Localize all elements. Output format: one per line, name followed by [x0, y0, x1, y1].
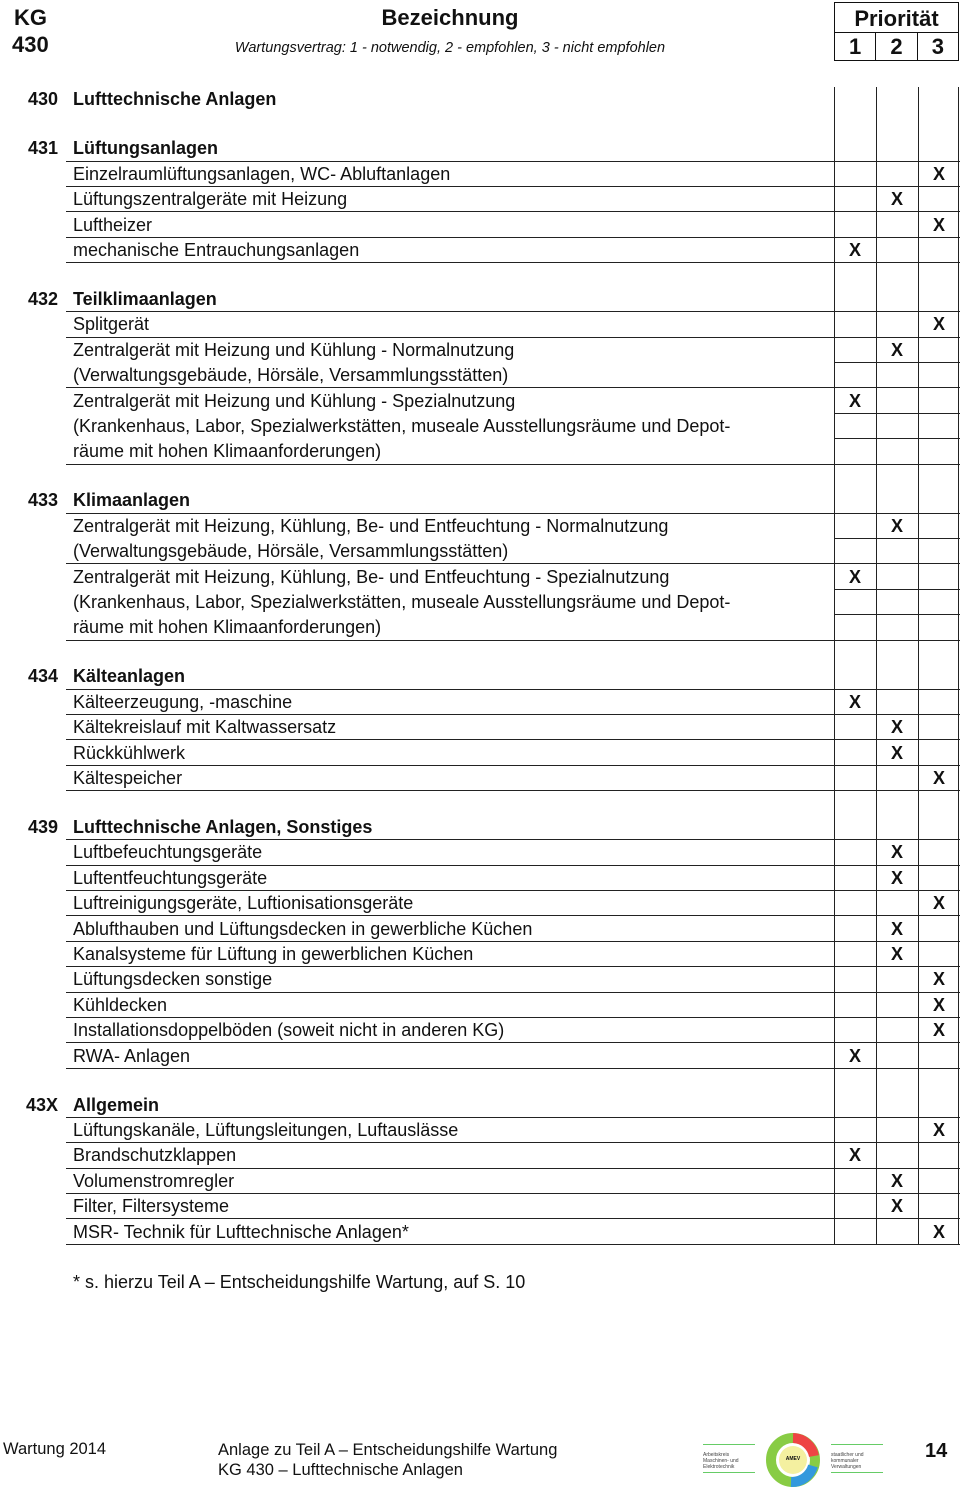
priority-3-cell — [918, 565, 960, 590]
table-row — [0, 213, 960, 238]
section-heading-row — [0, 664, 960, 689]
table-row — [0, 917, 960, 942]
priority-3-cell — [918, 1118, 960, 1143]
table-row — [0, 389, 960, 414]
priority-1-cell — [834, 187, 876, 212]
kg-label: KG — [14, 5, 47, 30]
priority-3-cell — [918, 615, 960, 640]
footer-center — [218, 1440, 557, 1480]
priority-3-cell — [918, 967, 960, 992]
item-label: Zentralgerät mit Heizung und Kühlung - Spezialnutzung — [73, 390, 516, 411]
priority-3-cell — [918, 1143, 960, 1168]
table-row — [0, 1169, 960, 1194]
priority-header — [834, 2, 959, 61]
section-title: Teilklimaanlagen — [73, 288, 217, 309]
item-label: räume mit hohen Klimaanforderungen) — [73, 441, 382, 462]
priority-mark: X — [932, 314, 945, 335]
priority-2-cell — [876, 514, 918, 539]
priority-2-cell — [876, 1169, 918, 1194]
priority-1-cell — [834, 439, 876, 464]
priority-1-cell — [834, 766, 876, 791]
priority-1-cell — [834, 917, 876, 942]
priority-1-cell — [834, 1044, 876, 1069]
item-label: mechanische Entrauchungsanlagen — [73, 239, 360, 260]
priority-mark: X — [890, 515, 903, 536]
priority-mark: X — [932, 994, 945, 1015]
priority-mark: X — [932, 969, 945, 990]
table-row — [0, 590, 960, 615]
priority-2-cell — [876, 840, 918, 865]
priority-3-cell — [918, 414, 960, 439]
priority-1-cell — [834, 1093, 876, 1118]
priority-3-cell — [918, 514, 960, 539]
section-code: 433 — [27, 490, 58, 511]
priority-2-cell — [876, 565, 918, 590]
priority-3-cell — [918, 187, 960, 212]
priority-2-cell — [876, 741, 918, 766]
table-row — [0, 162, 960, 187]
priority-2-cell — [876, 312, 918, 337]
priority-3-cell — [918, 389, 960, 414]
priority-1-cell — [834, 1143, 876, 1168]
column-divider — [918, 87, 919, 1245]
priority-1-cell — [834, 488, 876, 513]
priority-1-cell — [834, 1118, 876, 1143]
table-row — [0, 338, 960, 363]
priority-mark: X — [932, 767, 945, 788]
priority-1-cell — [834, 590, 876, 615]
priority-2-cell — [876, 664, 918, 689]
priority-3-cell — [918, 815, 960, 840]
item-label: Kältespeicher — [73, 767, 183, 788]
priority-2-cell — [876, 766, 918, 791]
priority-mark: X — [932, 893, 945, 914]
item-label: Filter, Filtersysteme — [73, 1196, 230, 1217]
priority-mark: X — [890, 1170, 903, 1191]
priority-2-cell — [876, 1220, 918, 1245]
priority-2-cell — [876, 136, 918, 161]
priority-mark: X — [932, 1020, 945, 1041]
priority-mark: X — [932, 163, 945, 184]
table-row — [0, 439, 960, 464]
priority-3-cell — [918, 287, 960, 312]
priority-mark: X — [848, 566, 861, 587]
priority-2-cell — [876, 238, 918, 263]
priority-1-cell — [834, 993, 876, 1018]
spacer-row — [0, 113, 960, 137]
row-divider — [66, 1244, 834, 1245]
item-label: MSR- Technik für Lufttechnische Anlagen* — [73, 1221, 409, 1242]
priority-levels — [835, 32, 958, 61]
priority-level-3: 3 — [917, 33, 958, 61]
priority-1-cell — [834, 690, 876, 715]
priority-mark: X — [890, 918, 903, 939]
priority-level-2: 2 — [875, 33, 916, 61]
priority-3-cell — [918, 439, 960, 464]
priority-1-cell — [834, 565, 876, 590]
spacer-row — [0, 263, 960, 287]
item-label: Zentralgerät mit Heizung, Kühlung, Be- und Entfeuchtung - Normalnutzung — [73, 515, 669, 536]
item-label: Luftreinigungsgeräte, Luftionisationsgeräte — [73, 893, 414, 914]
page-number: 14 — [925, 1440, 948, 1462]
footer-center-line2: KG 430 – Lufttechnische Anlagen — [218, 1461, 463, 1479]
table-row — [0, 891, 960, 916]
section-heading-row — [0, 87, 960, 112]
priority-mark: X — [890, 842, 903, 863]
section-title: Lüftungsanlagen — [73, 138, 218, 159]
priority-2-cell — [876, 715, 918, 740]
table-row — [0, 967, 960, 992]
priority-3-cell — [918, 539, 960, 564]
priority-1-cell — [834, 741, 876, 766]
priority-1-cell — [834, 942, 876, 967]
footer-left: Wartung 2014 — [3, 1440, 107, 1458]
priority-1-cell — [834, 539, 876, 564]
priority-1-cell — [834, 664, 876, 689]
priority-3-cell — [918, 238, 960, 263]
priority-3-cell — [918, 741, 960, 766]
priority-3-cell — [918, 162, 960, 187]
priority-3-cell — [918, 213, 960, 238]
priority-3-cell — [918, 1044, 960, 1069]
item-label: (Verwaltungsgebäude, Hörsäle, Versammlungsstätten) — [73, 365, 509, 386]
item-label: (Verwaltungsgebäude, Hörsäle, Versammlungsstätten) — [73, 541, 509, 562]
table-row — [0, 539, 960, 564]
priority-2-cell — [876, 162, 918, 187]
section-code: 432 — [27, 288, 58, 309]
table-row — [0, 1220, 960, 1245]
priority-2-cell — [876, 1143, 918, 1168]
item-label: Lüftungsdecken sonstige — [73, 969, 273, 990]
priority-1-cell — [834, 238, 876, 263]
priority-2-cell — [876, 1118, 918, 1143]
item-label: Volumenstromregler — [73, 1170, 235, 1191]
kg-number: 430 — [12, 32, 49, 57]
item-label: Luftheizer — [73, 214, 153, 235]
priority-1-cell — [834, 967, 876, 992]
priority-3-cell — [918, 488, 960, 513]
priority-mark: X — [932, 1119, 945, 1140]
priority-3-cell — [918, 840, 960, 865]
priority-1-cell — [834, 715, 876, 740]
logo-text-center: AMEV — [785, 1456, 801, 1462]
priority-mark: X — [848, 390, 861, 411]
table-row — [0, 514, 960, 539]
item-label: RWA- Anlagen — [73, 1045, 191, 1066]
priority-title: Priorität — [854, 6, 939, 31]
table-row — [0, 1118, 960, 1143]
priority-2-cell — [876, 439, 918, 464]
priority-2-cell — [876, 1044, 918, 1069]
section-code: 430 — [27, 89, 58, 110]
section-code: 431 — [27, 138, 58, 159]
section-code: 439 — [27, 816, 58, 837]
table-row — [0, 690, 960, 715]
table-row — [0, 1018, 960, 1043]
table-row — [0, 993, 960, 1018]
priority-mark: X — [890, 943, 903, 964]
priority-3-cell — [918, 766, 960, 791]
priority-2-cell — [876, 1018, 918, 1043]
table-row — [0, 414, 960, 439]
priority-1-cell — [834, 287, 876, 312]
priority-3-cell — [918, 690, 960, 715]
item-label: (Krankenhaus, Labor, Spezialwerkstätten, museale Ausstellungsräume und Depot- — [73, 415, 731, 436]
priority-3-cell — [918, 1169, 960, 1194]
priority-1-cell — [834, 338, 876, 363]
priority-mark: X — [932, 1221, 945, 1242]
footnote: * s. hierzu Teil A – Entscheidungshilfe Wartung, auf S. 10 — [73, 1272, 526, 1292]
priority-3-cell — [918, 1093, 960, 1118]
section-code: 43X — [25, 1094, 58, 1115]
priority-mark: X — [848, 239, 861, 260]
priority-2-cell — [876, 942, 918, 967]
item-label: Brandschutzklappen — [73, 1145, 237, 1166]
priority-1-cell — [834, 866, 876, 891]
table-row — [0, 1194, 960, 1219]
priority-mark: X — [890, 717, 903, 738]
priority-2-cell — [876, 389, 918, 414]
priority-level-1: 1 — [849, 34, 862, 59]
section-title: Allgemein — [73, 1094, 160, 1115]
item-label: Lüftungskanäle, Lüftungsleitungen, Luftauslässe — [73, 1119, 459, 1140]
priority-2-cell — [876, 363, 918, 388]
table-row — [0, 715, 960, 740]
priority-1-cell — [834, 815, 876, 840]
table-row — [0, 741, 960, 766]
priority-3-cell — [918, 590, 960, 615]
priority-2-cell — [876, 690, 918, 715]
priority-3-cell — [918, 312, 960, 337]
spacer-row — [0, 791, 960, 815]
item-label: Kanalsysteme für Lüftung in gewerblichen Küchen — [73, 943, 474, 964]
priority-mark: X — [890, 339, 903, 360]
item-label: Installationsdoppelböden (soweit nicht in anderen KG) — [73, 1020, 505, 1041]
item-label: Luftbefeuchtungsgeräte — [73, 842, 263, 863]
priority-2-cell — [876, 488, 918, 513]
priority-mark: X — [890, 867, 903, 888]
priority-3-cell — [918, 993, 960, 1018]
item-label: Luftentfeuchtungsgeräte — [73, 867, 268, 888]
priority-mark: X — [932, 214, 945, 235]
priority-3-cell — [918, 917, 960, 942]
logo-text-right: staatlicher und kommunaler Verwaltungen — [831, 1452, 864, 1470]
priority-mark: X — [848, 1145, 861, 1166]
section-title: Kälteanlagen — [73, 666, 186, 687]
priority-2-cell — [876, 967, 918, 992]
table-row — [0, 1143, 960, 1168]
priority-3-cell — [918, 363, 960, 388]
table-row — [0, 565, 960, 590]
priority-1-cell — [834, 1220, 876, 1245]
priority-1-cell — [834, 514, 876, 539]
table-row — [0, 866, 960, 891]
item-label: Einzelraumlüftungsanlagen, WC- Abluftanlagen — [73, 163, 451, 184]
priority-2-cell — [876, 187, 918, 212]
priority-2-cell — [876, 213, 918, 238]
item-label: Zentralgerät mit Heizung, Kühlung, Be- und Entfeuchtung - Spezialnutzung — [73, 566, 670, 587]
item-label: Ablufthauben und Lüftungsdecken in gewerbliche Küchen — [73, 918, 533, 939]
section-title: Klimaanlagen — [73, 490, 191, 511]
priority-2-cell — [876, 1093, 918, 1118]
section-heading-row — [0, 136, 960, 161]
priority-2-cell — [876, 287, 918, 312]
priority-mark: X — [890, 189, 903, 210]
priority-1-cell — [834, 615, 876, 640]
priority-2-cell — [876, 338, 918, 363]
priority-3-cell — [918, 942, 960, 967]
item-label: Splitgerät — [73, 314, 150, 335]
column-divider — [834, 87, 835, 1245]
item-label: Kühldecken — [73, 994, 168, 1015]
priority-1-cell — [834, 1169, 876, 1194]
section-heading-row — [0, 287, 960, 312]
priority-1-cell — [834, 389, 876, 414]
priority-2-cell — [876, 414, 918, 439]
item-label: (Krankenhaus, Labor, Spezialwerkstätten, museale Ausstellungsräume und Depot- — [73, 591, 731, 612]
table-row — [0, 942, 960, 967]
item-label: Kälteerzeugung, -maschine — [73, 691, 293, 712]
column-divider — [876, 87, 877, 1245]
priority-1-cell — [834, 891, 876, 916]
item-label: Kältekreislauf mit Kaltwassersatz — [73, 717, 337, 738]
priority-3-cell — [918, 1018, 960, 1043]
priority-1-cell — [834, 363, 876, 388]
priority-2-cell — [876, 891, 918, 916]
logo-text-left: Arbeitskreis Maschinen- und Elektrotechnik — [703, 1452, 739, 1470]
spacer-row — [0, 1069, 960, 1093]
priority-1-cell — [834, 162, 876, 187]
section-heading-row — [0, 1093, 960, 1118]
priority-1-cell — [834, 1018, 876, 1043]
priority-3-cell — [918, 866, 960, 891]
table-row — [0, 187, 960, 212]
legend-subtitle: Wartungsvertrag: 1 - notwendig, 2 - empfohlen, 3 - nicht empfohlen — [234, 40, 666, 56]
section-title: Lufttechnische Anlagen, Sonstiges — [73, 816, 373, 837]
priority-1-cell — [834, 414, 876, 439]
priority-mark: X — [890, 742, 903, 763]
table-row — [0, 312, 960, 337]
priority-2-cell — [876, 866, 918, 891]
table-row — [0, 363, 960, 388]
footer-center-line1: Anlage zu Teil A – Entscheidungshilfe Wartung — [218, 1441, 558, 1459]
priority-mark: X — [848, 1045, 861, 1066]
priority-2-cell — [876, 815, 918, 840]
priority-1-cell — [834, 312, 876, 337]
priority-2-cell — [876, 87, 918, 112]
priority-3-cell — [918, 87, 960, 112]
priority-2-cell — [876, 539, 918, 564]
section-heading-row — [0, 488, 960, 513]
table-row — [0, 766, 960, 791]
amev-logo — [703, 1430, 883, 1488]
priority-3-cell — [918, 1194, 960, 1219]
priority-1-cell — [834, 213, 876, 238]
priority-2-cell — [876, 1194, 918, 1219]
priority-3-cell — [918, 715, 960, 740]
page-title: Bezeichnung — [381, 5, 519, 30]
priority-1-cell — [834, 87, 876, 112]
section-code: 434 — [27, 666, 58, 687]
table-row — [0, 615, 960, 640]
item-label: Lüftungszentralgeräte mit Heizung — [73, 189, 348, 210]
priority-1-cell — [834, 1194, 876, 1219]
priority-3-cell — [918, 664, 960, 689]
priority-3-cell — [918, 891, 960, 916]
priority-3-cell — [918, 338, 960, 363]
priority-3-cell — [918, 1220, 960, 1245]
priority-1-cell — [834, 840, 876, 865]
priority-2-cell — [876, 917, 918, 942]
column-divider — [958, 87, 959, 1245]
spacer-row — [0, 641, 960, 665]
item-label: Rückkühlwerk — [73, 742, 186, 763]
spacer-row — [0, 465, 960, 489]
table-row — [0, 1044, 960, 1069]
item-label: räume mit hohen Klimaanforderungen) — [73, 617, 382, 638]
item-label: Zentralgerät mit Heizung und Kühlung - Normalnutzung — [73, 339, 515, 360]
priority-mark: X — [890, 1196, 903, 1217]
section-title: Lufttechnische Anlagen — [73, 89, 277, 110]
priority-2-cell — [876, 993, 918, 1018]
table-row — [0, 840, 960, 865]
priority-1-cell — [834, 136, 876, 161]
priority-2-cell — [876, 615, 918, 640]
priority-mark: X — [848, 691, 861, 712]
priority-2-cell — [876, 590, 918, 615]
section-heading-row — [0, 815, 960, 840]
table-row — [0, 238, 960, 263]
priority-3-cell — [918, 136, 960, 161]
